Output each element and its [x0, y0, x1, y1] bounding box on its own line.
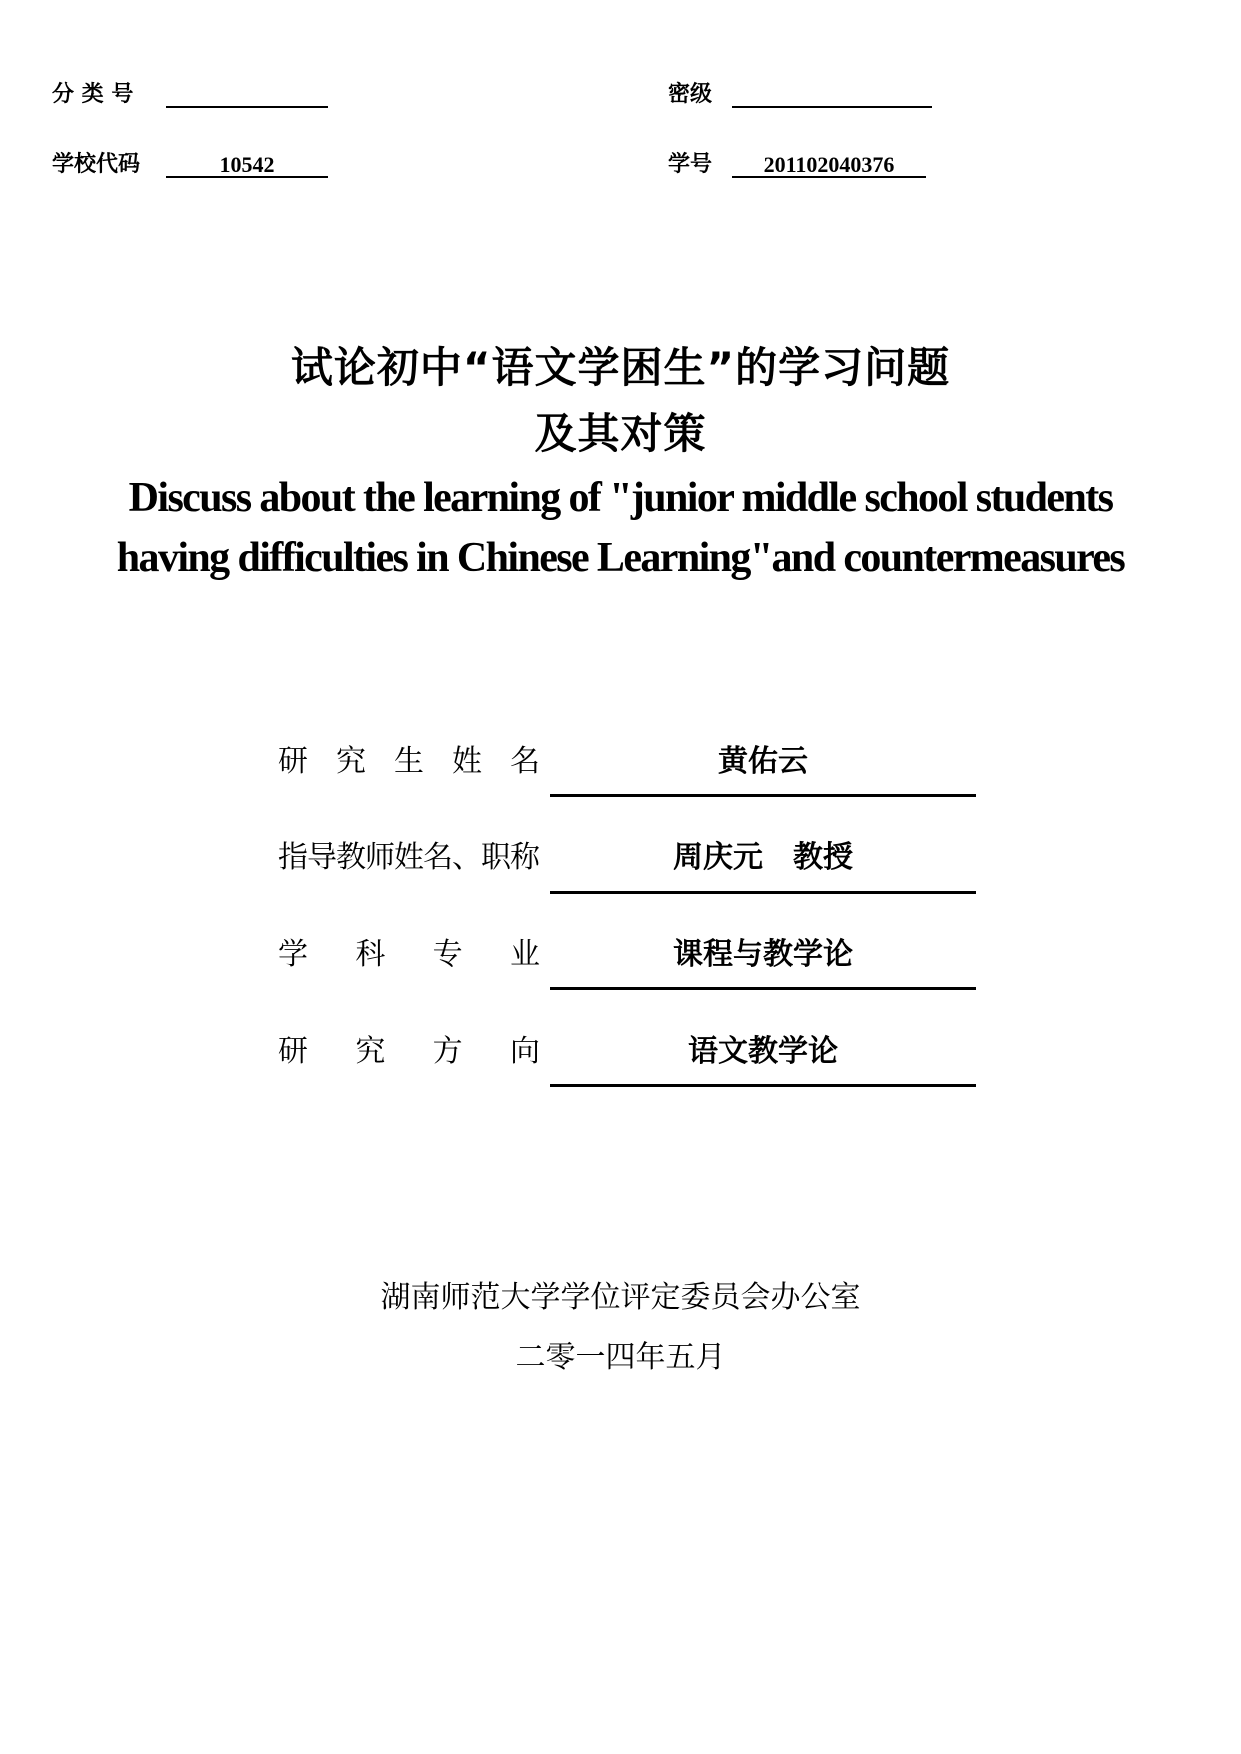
graduate-name-value: 黄佑云: [718, 744, 808, 779]
issuing-office: 湖南师范大学学位评定委员会办公室: [380, 1280, 861, 1315]
discipline-label: 学科专业: [278, 937, 540, 972]
issue-date: 二零一四年五月: [515, 1340, 726, 1375]
research-direction-label: 研究方向: [278, 1034, 540, 1069]
secret-level-value: [732, 80, 932, 108]
advisor-name-title-underline: [550, 891, 976, 894]
student-id-label: 学号: [668, 152, 713, 177]
graduate-name-underline: [550, 794, 976, 797]
title-cn-line1: 试论初中“语文学困生”的学习问题: [290, 343, 951, 392]
title-cn-line2: 及其对策: [534, 409, 707, 458]
discipline-underline: [550, 987, 976, 990]
school-code-value: 10542: [166, 150, 328, 178]
advisor-name-title-value: 周庆元 教授: [673, 840, 853, 875]
school-code-label: 学校代码: [52, 152, 141, 177]
research-direction-value: 语文教学论: [688, 1034, 838, 1069]
secret-level-label: 密级: [668, 82, 713, 107]
student-id-value: 201102040376: [732, 150, 926, 178]
title-en-line1: Discuss about the learning of "junior middle school students: [128, 475, 1113, 521]
title-en-line2: having difficulties in Chinese Learning"and countermeasures: [116, 535, 1125, 581]
graduate-name-label: 研究生姓名: [278, 744, 540, 779]
discipline-value: 课程与教学论: [673, 937, 853, 972]
classification-value: [166, 80, 328, 108]
research-direction-underline: [550, 1084, 976, 1087]
advisor-name-title-label: 指导教师姓名、职称: [278, 840, 539, 875]
classification-label: 分 类 号: [52, 82, 134, 107]
